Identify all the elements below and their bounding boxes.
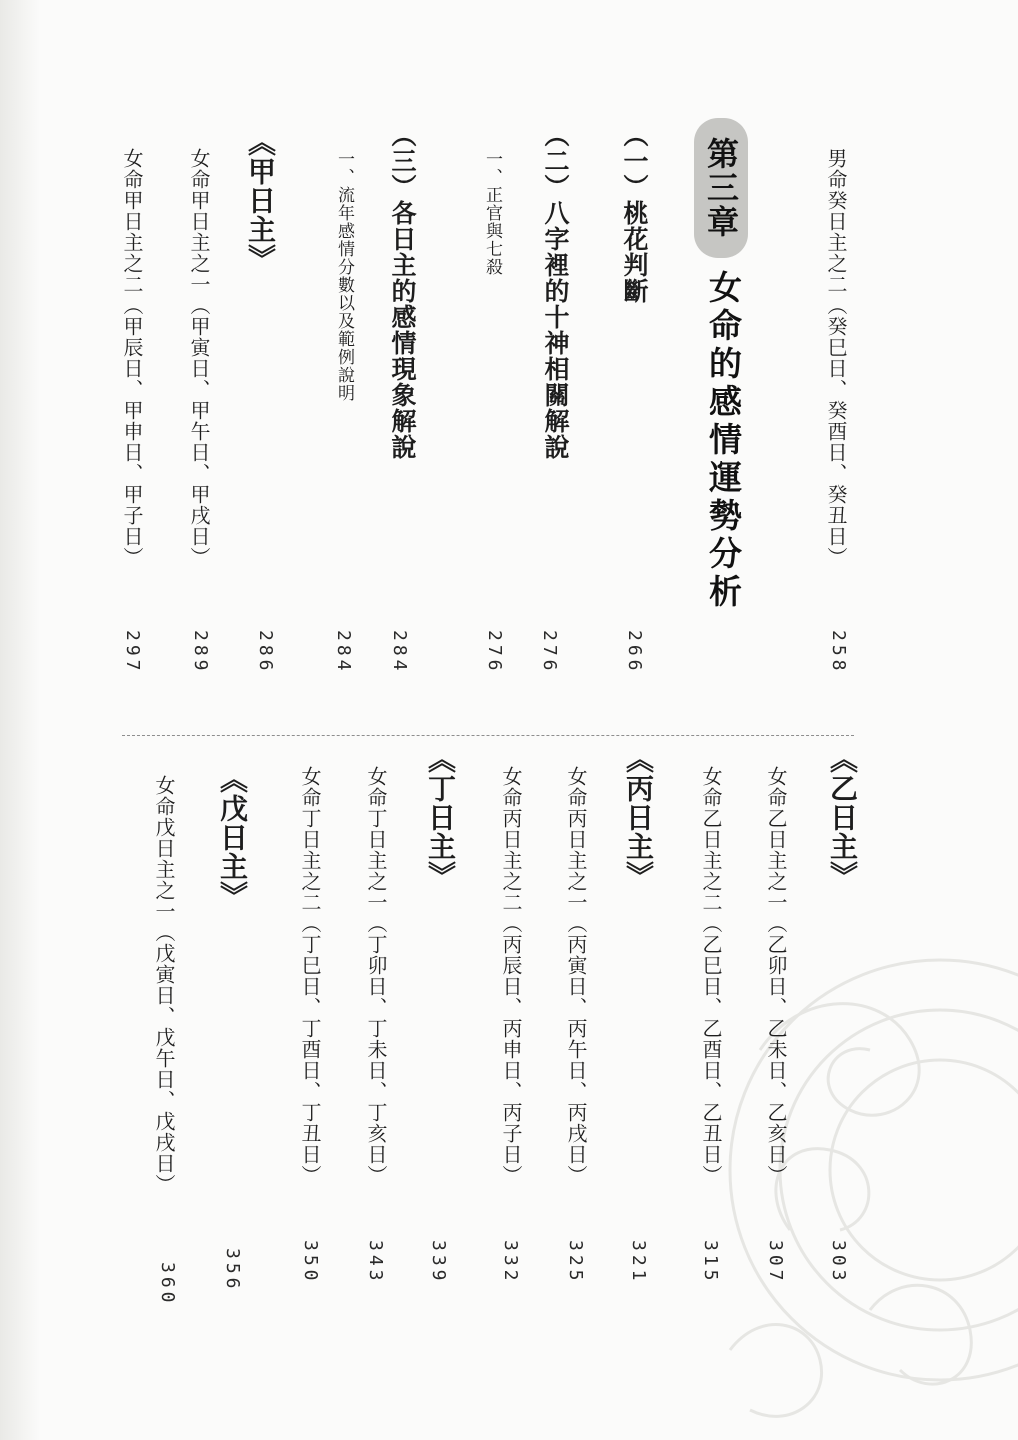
toc-page-number: 307 bbox=[765, 1240, 786, 1285]
chapter-title: 女命的感情運勢分析 bbox=[704, 270, 743, 612]
chapter-number-badge bbox=[694, 118, 748, 258]
toc-entry-text: 女命丁日主之一（丁卯日、丁未日、丁亥日） bbox=[364, 766, 388, 1186]
toc-page-number: 321 bbox=[628, 1240, 649, 1285]
toc-page-number: 276 bbox=[484, 630, 505, 675]
toc-entry-text: 女命甲日主之一（甲寅日、甲午日、甲戌日） bbox=[187, 148, 211, 568]
section-heading: （三）各日主的感情現象解說 bbox=[388, 122, 417, 460]
toc-entry-text: 女命乙日主之二（乙巳日、乙酉日、乙丑日） bbox=[699, 766, 723, 1186]
toc-entry-text: 女命丙日主之一（丙寅日、丙午日、丙戌日） bbox=[564, 766, 588, 1186]
toc-page-number: 315 bbox=[700, 1240, 721, 1285]
toc-page-number: 284 bbox=[333, 630, 354, 675]
toc-entry-text: 女命丁日主之二（丁巳日、丁酉日、丁丑日） bbox=[298, 766, 322, 1186]
toc-entry-text: 男命癸日主之二（癸巳日、癸酉日、癸丑日） bbox=[824, 148, 848, 568]
toc-entry-text: 女命丙日主之二（丙辰日、丙申日、丙子日） bbox=[499, 766, 523, 1186]
toc-entry-text: 女命乙日主之一（乙卯日、乙未日、乙亥日） bbox=[764, 766, 788, 1186]
toc-page-number: 303 bbox=[828, 1240, 849, 1285]
section-divider bbox=[122, 735, 854, 736]
toc-page-number: 339 bbox=[428, 1240, 449, 1285]
day-master-group-heading: 《甲日主》 bbox=[244, 128, 277, 273]
day-master-group-heading: 《丙日主》 bbox=[622, 745, 655, 890]
toc-page-number: 286 bbox=[255, 630, 276, 675]
day-master-group-heading: 《乙日主》 bbox=[826, 745, 859, 890]
subsection-entry: 一、正官與七殺 bbox=[482, 150, 502, 276]
toc-entry-text: 女命戊日主之一（戊寅日、戊午日、戊戌日） bbox=[152, 775, 176, 1195]
toc-page-number: 343 bbox=[365, 1240, 386, 1285]
toc-page-number: 258 bbox=[828, 630, 849, 675]
day-master-group-heading: 《丁日主》 bbox=[424, 745, 457, 890]
toc-page-number: 289 bbox=[190, 630, 211, 675]
section-heading: （二）八字裡的十神相關解說 bbox=[541, 122, 570, 460]
toc-page-number: 360 bbox=[157, 1262, 178, 1307]
section-heading: （一）桃花判斷 bbox=[620, 122, 649, 304]
toc-page-number: 284 bbox=[389, 630, 410, 675]
toc-page-number: 356 bbox=[222, 1248, 243, 1293]
toc-page-number: 297 bbox=[122, 630, 143, 675]
day-master-group-heading: 《戊日主》 bbox=[216, 765, 249, 910]
page-spine-shadow bbox=[0, 0, 40, 1440]
subsection-entry: 一、流年感情分數以及範例說明 bbox=[334, 150, 354, 402]
toc-page-number: 332 bbox=[500, 1240, 521, 1285]
toc-page-number: 266 bbox=[624, 630, 645, 675]
chapter-number: 第三章 bbox=[702, 137, 740, 239]
toc-page-number: 276 bbox=[539, 630, 560, 675]
toc-entry-text: 女命甲日主之二（甲辰日、甲申日、甲子日） bbox=[120, 148, 144, 568]
toc-page-number: 350 bbox=[300, 1240, 321, 1285]
toc-page-number: 325 bbox=[565, 1240, 586, 1285]
